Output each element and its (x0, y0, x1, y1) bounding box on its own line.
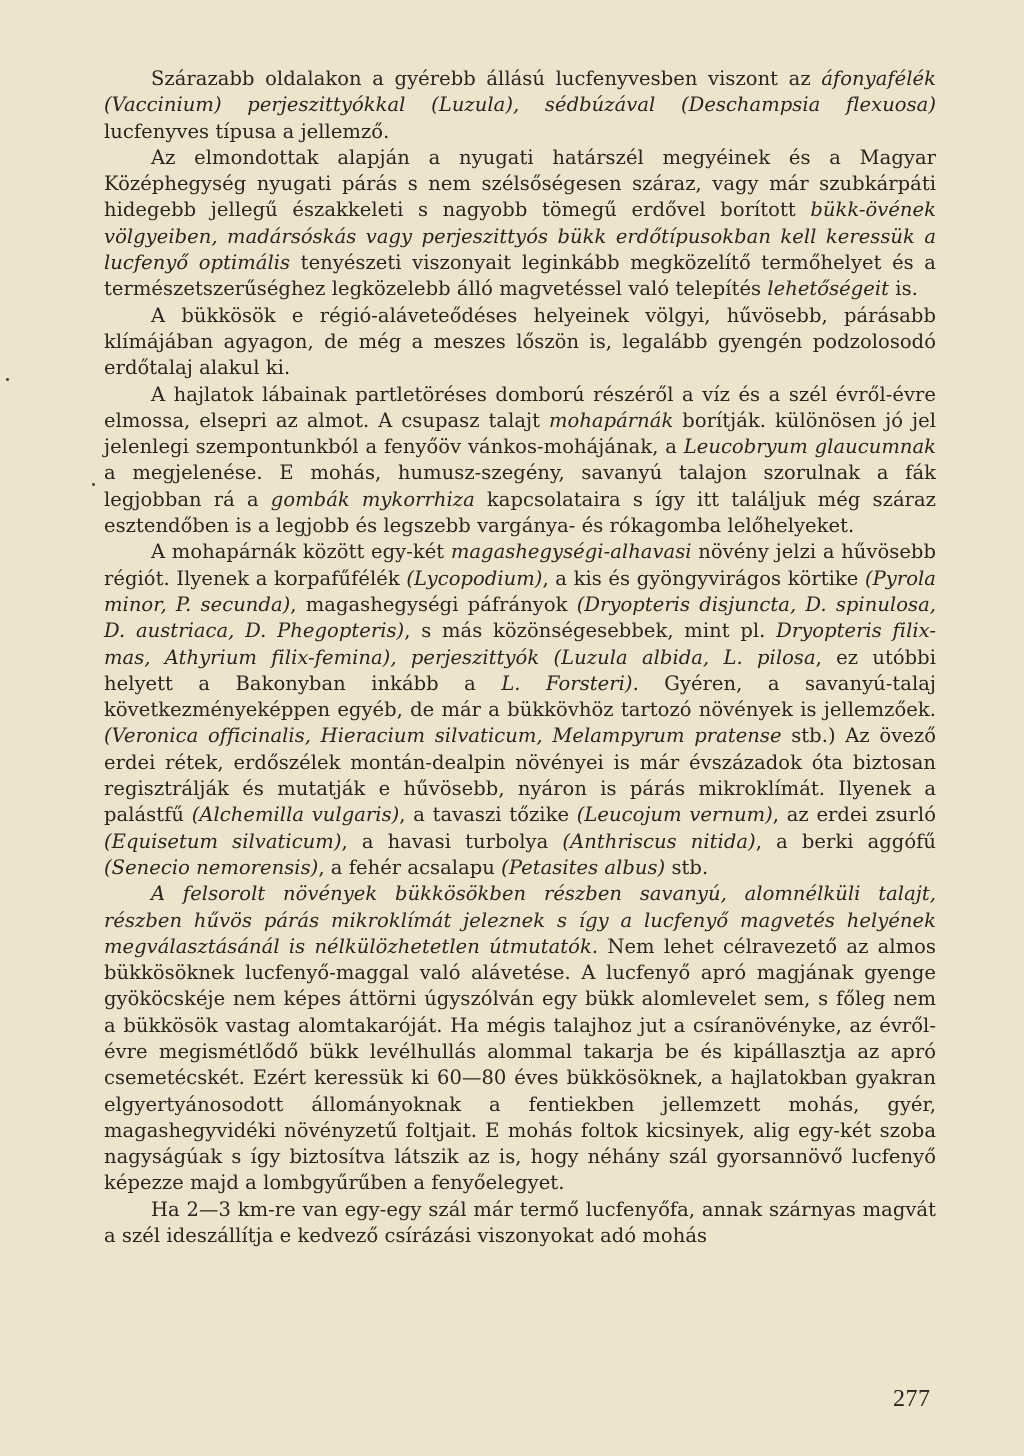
margin-dot (6, 378, 9, 381)
text-run: kapcsolataira s így itt találjuk még száraz esztendőben is a legjobb és legszebb vargánya- és rókagomba lelőhelyeket. (104, 487, 936, 538)
text-run: tenyészeti viszonyait leginkább megközelítő termőhelyet és a természetszerűséghez legközelebb álló magvetéssel való telepítés (104, 251, 936, 301)
italic-text: A felsorolt növények bükkösökben részben savanyú, alomnélküli talajt, részben hűvös párás mikroklímát jeleznek s így a lucfenyő magvetés helyének megválasztásánál is nélkülözhetetlen útmutatók. (104, 882, 936, 958)
italic-text: (Pyrola minor, P. secunda) (104, 566, 936, 616)
text-run: növény jelzi a hűvösebb régiót. Ilyenek a korpafűfélék (104, 540, 936, 590)
italic-text: (Alchemilla vulgaris) (191, 803, 400, 827)
text-run: is. (889, 277, 918, 301)
text-run: Az elmondottak alapján a nyugati határszél megyéinek és a Magyar Középhegység nyugati párás s nem szélsőségesen száraz, vagy már szubkárpáti hidegebb jellegű északkeleti s nagyobb tömegű erdővel borított (104, 145, 936, 222)
paragraph (104, 66, 936, 145)
text-run: A mohapárnák között egy-két (151, 540, 451, 564)
paragraph (104, 382, 936, 540)
paragraph (104, 303, 936, 382)
paragraph (104, 539, 936, 881)
text-run: , a kis és gyöngyvirágos körtike (542, 566, 865, 590)
italic-text: (Leucojum vernum) (576, 803, 773, 827)
paragraph (104, 145, 936, 303)
text-run: , magashegységi páfrányok (290, 592, 577, 616)
text-run: stb. (665, 855, 709, 879)
text-run: lucfenyves típusa a jellemző. (104, 119, 390, 143)
body-text (104, 66, 936, 1249)
text-run: borítják. különösen jó jel jelenlegi szempontunkból a fenyőöv vánkos-mohájának, a (104, 408, 937, 459)
italic-text: áfonyafélék (Vaccinium) perjeszittyókkal (Luzula), sédbúzával (Deschampsia flexuosa) (104, 67, 936, 117)
italic-text: (Lycopodium) (406, 566, 543, 590)
italic-text: gombák mykorrhiza (270, 487, 475, 511)
text-run: A hajlatok lábainak partletöréses domború részéről a víz és a szél évről-évre elmossa, elsepri az almot. A csupasz talajt (104, 382, 936, 432)
text-run: , a berki aggófű (755, 829, 937, 853)
text-run: Nem lehet célravezető az almos bükkösöknek lucfenyő-maggal való alávetése. A lucfenyő apró magjának gyenge gyököcskéje nem képes áttörni úgyszólván egy bükk alomlevelet sem, s főleg nem a bükkösök vastag alomtakaróját. Ha mégis talajhoz jut a csíranövényke, az évről-évre megismétlődő bükk levélhullás alommal takarja be és kipállasztja az apró csemetécskét. Ezért keressük ki 60—80 éves bükkösöknek, a hajlatokban gyakran elgyertyánosodott állományoknak a fentiekben jellemzett mohás, gyér, magashegyvidéki növényzetű foltjait. E mohás foltok kicsinyek, alig egy-két szoba nagyságúak s így biztosítva látszik az is, hogy néhány szál gyorsannövő lucfenyő képezze majd a lombgyűrűben a fenyőelegyet. (104, 934, 936, 1195)
italic-text: (Anthriscus nitida) (562, 829, 756, 853)
italic-text: Dryopteris filix-mas, Athyrium filix-femina), perjeszittyók (Luzula albida, L. pilosa (104, 619, 936, 669)
text-run: , a tavaszi tőzike (399, 803, 577, 827)
paragraph (104, 881, 936, 1197)
italic-text: magashegységi-alhavasi (450, 540, 692, 564)
margin-dot (92, 483, 95, 486)
text-run: stb.) Az övező erdei rétek, erdőszélek montán-dealpin növényei is már évszázadok óta biztosan regisztrálják és mutatják e hűvösebb, nyáron is párás mikroklímát. Ilyenek a palástfű (104, 724, 936, 827)
italic-text: lehetőségeit (767, 277, 890, 301)
page-number: 277 (893, 1386, 931, 1412)
italic-text: (Senecio nemorensis) (104, 855, 319, 879)
italic-text: (Veronica officinalis, Hieracium silvaticum, Melampyrum pratense (104, 724, 782, 748)
italic-text: L. Forsteri) (501, 671, 633, 695)
text-run: , ez utóbbi helyett a Bakonyban inkább a (104, 645, 937, 695)
text-run: Szárazabb oldalakon a gyérebb állású lucfenyvesben viszont az (151, 67, 822, 90)
text-run: a megjelenése. E mohás, humusz-szegény, savanyú talajon szorulnak a fák legjobban rá a (104, 461, 936, 511)
italic-text: (Petasites albus) (501, 855, 666, 879)
text-run: , a fehér acsalapu (318, 855, 502, 879)
italic-text: bükk-övének völgyeiben, madársóskás vagy perjeszittyós bükk erdőtípusokban kell keressük a lucfenyő optimális (104, 198, 936, 275)
paragraph (104, 1197, 936, 1250)
italic-text: mohapárnák (548, 408, 674, 432)
italic-text: (Equisetum silvaticum) (104, 829, 342, 853)
text-run: , s más közönségesebbek, mint pl. (404, 619, 777, 643)
text-run: , a havasi turbolya (341, 829, 563, 853)
text-run: , az erdei zsurló (772, 803, 936, 827)
text-run: Ha 2—3 km-re van egy-egy szál már termő lucfenyőfa, annak szárnyas magvát a szél ideszállítja e kedvező csírázási viszonyokat adó mohás (104, 1197, 936, 1248)
text-run: A bükkösök e régió-aláveteődéses helyeinek völgyi, hűvösebb, párásabb klímájában agyagon, de még a meszes lőszön is, legalább gyengén podzolosodó erdőtalaj alakul ki. (104, 303, 936, 380)
italic-text: (Dryopteris disjuncta, D. spinulosa, D. austriaca, D. Phegopteris) (104, 592, 936, 643)
text-run: . Gyéren, a savanyú-talaj következményeképpen egyéb, de már a bükkövhöz tartozó növények is jellemzőek. (104, 671, 937, 722)
italic-text: Leucobryum glaucumnak (683, 435, 937, 459)
